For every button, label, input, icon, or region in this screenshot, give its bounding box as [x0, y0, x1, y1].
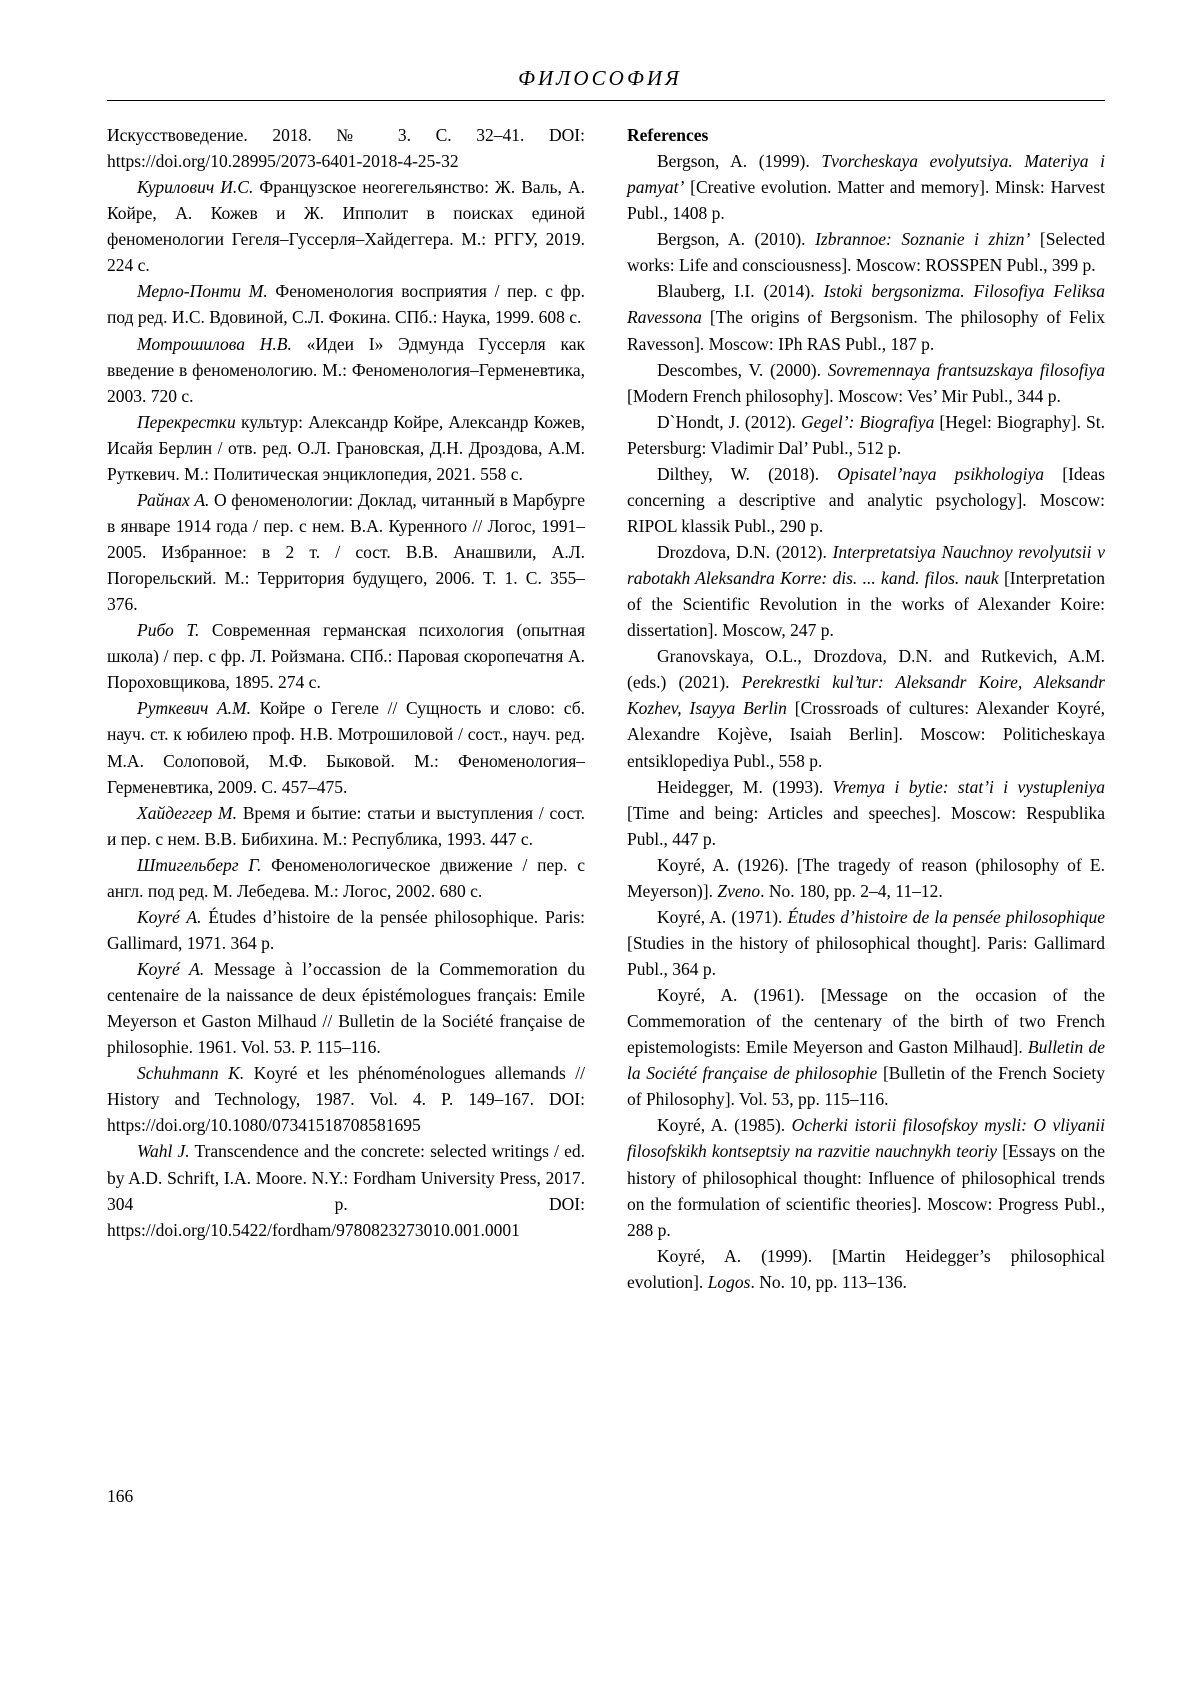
reference-italic-segment: Perekrestki kul’tur: Aleksandr Koire, Aleksandr Kozhev, Isayya Berlin: [627, 672, 1105, 719]
reference-italic-segment: Перекрестки: [137, 411, 236, 432]
reference-italic-segment: Études d’histoire de la pensée philosophique: [787, 906, 1105, 927]
reference-text-segment: [Bulletin of the French Society of Philosophy]. Vol. 53, pp. 115–116.: [627, 1063, 1105, 1110]
reference-text-segment: Koyré, A. (1961). [Message on the occasion of the Commemoration of the centenary of the birth of two French epistemologists: Emile Meyerson and Gaston Milhaud].: [627, 985, 1105, 1058]
reference-italic-segment: Koyré A.: [137, 959, 205, 979]
reference-entry: [107, 1060, 585, 1138]
reference-entry: [107, 852, 585, 904]
reference-text-segment: Koyré et les phénoménologues allemands // History and Technology, 1987. Vol. 4. P. 149–167. DOI: https://doi.org/10.1080/07341518708581695: [107, 1063, 586, 1136]
reference-entry: [107, 122, 585, 174]
reference-entry: [627, 643, 1105, 773]
reference-text-segment: [Time and being: Articles and speeches]. Moscow: Respublika Publ., 447 p.: [627, 802, 1105, 849]
reference-text-segment: Bergson, A. (1999).: [657, 151, 822, 172]
reference-italic-segment: Izbrannoe: Soznanie i zhizn’: [815, 229, 1031, 250]
reference-text-segment: Феноменологическое движение / пер. с англ. под ред. М. Лебедева. М.: Логос, 2002. 680 с.: [107, 854, 585, 901]
reference-entry: [107, 409, 585, 487]
reference-entry: [627, 904, 1105, 982]
reference-entry: [627, 852, 1105, 904]
reference-text-segment: культур: Александр Койре, Александр Кожев, Исайя Берлин / отв. ред. О.Л. Грановская, Д.Н. Дроздова, А.М. Руткевич. М.: Политическая энциклопедия, 2021. 558 с.: [107, 411, 585, 484]
reference-italic-segment: Мотрошилова Н.В.: [137, 333, 292, 354]
reference-text-segment: Message à l’occassion de la Commemoration du centenaire de la naissance de deux épistémologues français: Emile Meyerson et Gaston Milhaud // Bulletin de la Société française de philosophie. 1961. Vol. 53. P. 115–116.: [107, 959, 585, 1058]
reference-text-segment: Koyré, A. (1985).: [657, 1115, 792, 1136]
reference-text-segment: . No. 10, pp. 113–136.: [750, 1271, 907, 1292]
reference-text-segment: [Modern French philosophy]. Moscow: Ves’ Mir Publ., 344 p.: [627, 385, 1061, 406]
reference-entry: [107, 1138, 585, 1242]
reference-text-segment: [Studies in the history of philosophical thought]. Paris: Gallimard Publ., 364 p.: [627, 932, 1105, 979]
reference-entry: [627, 1112, 1105, 1242]
reference-italic-segment: Курилович И.С.: [137, 177, 254, 198]
reference-text-segment: Французское неогегельянство: Ж. Валь, А. Койре, А. Кожев и Ж. Ипполит в поисках единой феноменологии Гегеля–Гуссерля–Хайдеггера. М.: РГГУ, 2019. 224 с.: [107, 177, 585, 276]
reference-entry: [627, 148, 1105, 226]
reference-italic-segment: Руткевич А.М.: [137, 698, 251, 719]
reference-entry: [627, 1243, 1105, 1295]
reference-italic-segment: Zveno: [717, 880, 761, 901]
reference-italic-segment: Sovremennaya frantsuzskaya filosofiya: [827, 359, 1105, 380]
reference-italic-segment: Мерло-Понти М.: [137, 281, 268, 302]
reference-entry: [107, 174, 585, 278]
reference-text-segment: Blauberg, I.I. (2014).: [657, 281, 824, 302]
reference-text-segment: [Ideas concerning a descriptive and analytic psychology]. Moscow: RIPOL klassik Publ., 290 p.: [627, 463, 1105, 536]
reference-text-segment: Dilthey, W. (2018).: [657, 463, 838, 484]
reference-entry: [627, 409, 1105, 461]
reference-italic-segment: Рибо Т.: [137, 620, 200, 641]
reference-text-segment: Koyré, A. (1999). [Martin Heidegger’s philosophical evolution].: [627, 1245, 1105, 1292]
reference-italic-segment: Хайдеггер М.: [137, 802, 237, 823]
reference-text-segment: Современная германская психология (опытная школа) / пер. с фр. Л. Ройзмана. СПб.: Паровая скоропечатня А. Пороховщикова, 1895. 274 с.: [107, 620, 586, 693]
reference-text-segment: Феноменология восприятия / пер. с фр. под ред. И.С. Вдовиной, С.Л. Фокина. СПб.: Наука, 1999. 608 с.: [107, 281, 586, 328]
reference-text-segment: Descombes, V. (2000).: [657, 359, 828, 380]
running-head: ФИЛОСОФИЯ: [518, 66, 682, 90]
reference-entry: [627, 982, 1105, 1112]
reference-text-segment: [Crossroads of cultures: Alexander Koyré, Alexandre Kojève, Isaiah Berlin]. Moscow: Politicheskaya entsiklopediya Publ., 558 p.: [627, 698, 1105, 771]
reference-italic-segment: Logos: [707, 1271, 751, 1292]
reference-text-segment: [Interpretation of the Scientific Revolution in the works of Alexander Koire: dissertation]. Moscow, 247 p.: [627, 568, 1105, 641]
reference-italic-segment: Opisatel’naya psikhologiya: [837, 463, 1045, 484]
reference-entry: [107, 278, 585, 330]
page-number: 166: [107, 1486, 134, 1506]
reference-entry: [107, 487, 585, 617]
reference-text-segment: [Selected works: Life and consciousness]. Moscow: ROSSPEN Publ., 399 p.: [627, 229, 1106, 276]
two-column-layout: [0, 101, 1200, 1295]
reference-italic-segment: Istoki bergsonizma. Filosofiya Feliksa Ravessona: [627, 281, 1105, 328]
right-column-references: [627, 122, 1105, 1295]
reference-text-segment: [Essays on the history of philosophical thought: Influence of philosophical trends on the formulation of scientific theories]. Moscow: Progress Publ., 288 p.: [627, 1141, 1105, 1240]
reference-entry: [627, 461, 1105, 539]
reference-text-segment: Искусствоведение. 2018. № 3. С. 32–41. DOI: https://doi.org/10.28995/2073-6401-2018-4-25-32: [107, 125, 585, 172]
references-heading: References: [627, 125, 709, 145]
reference-text-segment: Études d’histoire de la pensée philosophique. Paris: Gallimard, 1971. 364 p.: [107, 906, 585, 953]
reference-entry: [627, 774, 1105, 852]
reference-text-segment: Bergson, A. (2010).: [657, 229, 816, 250]
reference-italic-segment: Ocherki istorii filosofskoy mysli: O vliyanii filosofskikh kontseptsiy na razvitie nauchnykh teoriy: [627, 1115, 1105, 1162]
reference-entry: [107, 800, 585, 852]
reference-italic-segment: Koyré A.: [137, 906, 202, 927]
reference-text-segment: Drozdova, D.N. (2012).: [657, 542, 833, 562]
reference-italic-segment: Райнах А.: [137, 489, 210, 510]
reference-entry: [107, 904, 585, 956]
reference-text-segment: Heidegger, M. (1993).: [657, 776, 833, 797]
reference-text-segment: [Hegel: Biography]. St. Petersburg: Vladimir Dal’ Publ., 512 p.: [627, 411, 1106, 458]
references-list: [627, 148, 1105, 1295]
reference-entry: [627, 226, 1105, 278]
reference-entry: [627, 278, 1105, 356]
reference-text-segment: Granovskaya, O.L., Drozdova, D.N. and Rutkevich, A.M. (eds.) (2021).: [627, 646, 1105, 693]
reference-italic-segment: Wahl J.: [137, 1141, 190, 1162]
reference-italic-segment: Schuhmann K.: [137, 1063, 245, 1084]
reference-italic-segment: Bulletin de la Société française de philosophie: [627, 1037, 1105, 1084]
reference-text-segment: «Идеи I» Эдмунда Гуссерля как введение в феноменологию. М.: Феноменология–Герменевтика, 2003. 720 с.: [107, 333, 585, 406]
reference-italic-segment: Штигельберг Г.: [137, 854, 262, 875]
reference-text-segment: [Creative evolution. Matter and memory]. Minsk: Harvest Publ., 1408 p.: [627, 177, 1105, 224]
reference-entry: [107, 695, 585, 799]
left-column-bibliography: [107, 122, 585, 1295]
reference-text-segment: Koyré, A. (1926). [The tragedy of reason (philosophy of E. Meyerson)].: [627, 854, 1105, 901]
reference-entry: [107, 331, 585, 409]
reference-italic-segment: Vremya i bytie: stat’i i vystupleniya: [832, 776, 1105, 797]
reference-text-segment: Койре о Гегеле // Сущность и слово: сб. науч. ст. к юбилею проф. Н.В. Мотрошиловой / сост., науч. ред. М.А. Солоповой, М.Ф. Быковой. М.: Феноменология–Герменевтика, 2009. С. 457–475.: [107, 698, 586, 797]
reference-text-segment: Koyré, A. (1971).: [657, 906, 788, 927]
reference-entry: [107, 617, 585, 695]
reference-italic-segment: Tvorcheskaya evolyutsiya. Materiya i pamyat’: [627, 151, 1106, 198]
reference-entry: [627, 539, 1105, 643]
reference-text-segment: О феноменологии: Доклад, читанный в Марбурге в январе 1914 года / пер. с нем. В.А. Куренного // Логос, 1991–2005. Избранное: в 2 т. / сост. В.В. Анашвили, А.Л. Погорельский. М.: Территория будущего, 2006. Т. 1. С. 355–376.: [107, 489, 585, 615]
reference-entry: [627, 357, 1105, 409]
reference-italic-segment: Gegel’: Biografiya: [800, 411, 935, 432]
reference-italic-segment: Interpretatsiya Nauchnoy revolyutsii v rabotakh Aleksandra Korre: dis. ... kand. filos. nauk: [627, 542, 1105, 589]
reference-text-segment: . No. 180, pp. 2–4, 11–12.: [760, 880, 943, 901]
reference-entry: [107, 956, 585, 1060]
reference-text-segment: [The origins of Bergsonism. The philosophy of Felix Ravesson]. Moscow: IPh RAS Publ., 187 p.: [627, 307, 1105, 354]
reference-text-segment: Время и бытие: статьи и выступления / сост. и пер. с нем. В.В. Бибихина. М.: Республика, 1993. 447 с.: [107, 802, 585, 849]
reference-text-segment: D`Hondt, J. (2012).: [657, 411, 801, 432]
reference-text-segment: Transcendence and the concrete: selected writings / ed. by A.D. Schrift, I.A. Moore. N.Y.: Fordham University Press, 2017. 304 p. DOI: https://doi.org/10.5422/fordham/9780823273010.001.0001: [107, 1141, 585, 1240]
